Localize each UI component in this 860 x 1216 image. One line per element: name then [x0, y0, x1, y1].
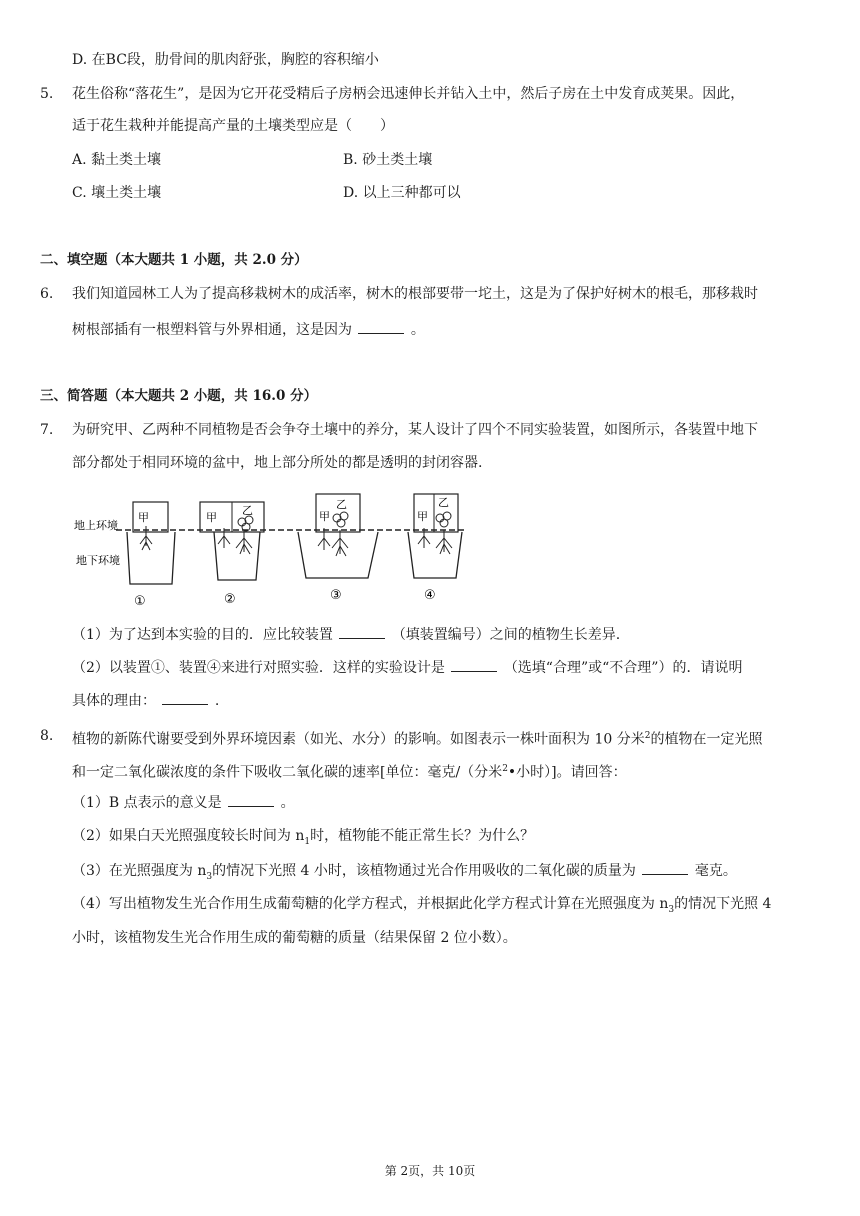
text: （2）如果白天光照强度较长时间为 n: [72, 828, 305, 844]
q8-sub1: [72, 792, 295, 813]
q5-option-b: [343, 150, 432, 170]
answer-blank[interactable]: [228, 792, 274, 807]
q8-line2: [72, 759, 627, 783]
q5-line1: 花生俗称“落花生”，是因为它开花受精后子房柄会迅速伸长并钻入土中，然后子房在土中发育成荚果。因此，: [72, 86, 745, 102]
answer-blank[interactable]: [358, 319, 404, 334]
q5-option-d: [343, 183, 461, 203]
q5-option-a: [72, 150, 161, 170]
q8-number: 8.: [40, 728, 54, 744]
q8-sub2: [72, 826, 534, 852]
q8-sub3: [72, 860, 737, 887]
subscript: 1: [304, 836, 311, 847]
q4-option-d: [72, 50, 379, 70]
text: （4）写出植物发生光合作用生成葡萄糖的化学方程式，并根据此化学方程式计算在光照强度为 n: [72, 896, 669, 912]
option-letter: D.: [343, 185, 359, 201]
q5-number: 5.: [40, 86, 54, 102]
text: 植物的新陈代谢要受到外界环境因素（如光、水分）的影响。如图表示一株叶面积为 10 分米: [72, 731, 645, 748]
text-before-blank: 树根部插有一根塑料管与外界相通，这是因为: [72, 322, 352, 338]
text: （3）在光照强度为 n: [72, 863, 207, 879]
device-number-3: ③: [330, 588, 342, 603]
plant-label-b: 乙: [438, 496, 449, 509]
device-number-4: ④: [424, 588, 436, 603]
device-3: [298, 494, 378, 578]
text-before-blank: （1）B 点表示的意义是: [72, 795, 222, 811]
subscript: 3: [668, 904, 675, 915]
text: 的情况下光照 4: [674, 896, 772, 912]
q8-line1: [72, 726, 762, 750]
plant-label-a: 甲: [319, 510, 330, 523]
text: 的情况下光照 4 小时，该植物通过光合作用吸收的二氧化碳的质量为: [212, 863, 636, 879]
option-letter: A.: [72, 152, 87, 168]
device-1: [127, 502, 175, 584]
section-title-fill-blank: 二、填空题（本大题共 1 小题，共 2.0 分）: [40, 252, 308, 268]
superscript: 2: [644, 731, 651, 741]
q7-sub1: [72, 624, 620, 645]
text-before-blank: 具体的理由：: [72, 693, 156, 709]
device-4: [408, 494, 462, 578]
option-text: 以上三种都可以: [362, 185, 461, 201]
section-title-short-answer: 三、简答题（本大题共 2 小题，共 16.0 分）: [40, 388, 318, 404]
option-letter: C.: [72, 185, 87, 201]
answer-blank[interactable]: [339, 624, 385, 639]
text-after-blank: .: [214, 693, 220, 709]
label-above-ground: 地上环境: [74, 519, 118, 532]
subscript: 3: [206, 871, 213, 882]
q7-sub2: [72, 657, 742, 678]
text-after-blank: （选填“合理”或“不合理”）的．请说明: [503, 660, 743, 676]
q7-sub2-line2: [72, 690, 219, 711]
label-below-ground: 地下环境: [76, 554, 120, 567]
q6-number: 6.: [40, 286, 54, 302]
answer-blank[interactable]: [451, 657, 497, 672]
q6-line2: [72, 319, 425, 340]
text-after-blank: 毫克。: [694, 863, 737, 879]
text-after-blank: 。: [280, 795, 295, 811]
plant-label-a: 甲: [417, 510, 428, 523]
option-text: 黏土类土壤: [91, 152, 162, 168]
option-letter: D.: [72, 52, 88, 68]
answer-blank[interactable]: [162, 690, 208, 705]
answer-blank[interactable]: [642, 860, 688, 875]
superscript: 2: [502, 764, 508, 774]
option-letter: B.: [343, 152, 358, 168]
q7-line1: 为研究甲、乙两种不同植物是否会争夺土壤中的养分，某人设计了四个不同实验装置，如图所示，各装置中地下: [72, 422, 758, 438]
q5-line2: 适于花生栽种并能提高产量的土壤类型应是（ ）: [72, 118, 394, 134]
plant-label-a: 甲: [138, 511, 149, 524]
option-text: 在BC段，肋骨间的肌肉舒张，胸腔的容积缩小: [91, 52, 379, 68]
text-after-blank: （填装置编号）之间的植物生长差异.: [391, 627, 621, 643]
experiment-diagram: [72, 486, 467, 612]
option-text: 壤土类土壤: [91, 185, 162, 201]
plant-label-a: 甲: [206, 511, 217, 524]
q7-number: 7.: [40, 422, 54, 438]
option-text: 砂土类土壤: [362, 152, 433, 168]
text: 的植物在一定光照: [650, 731, 763, 748]
device-2: [200, 502, 264, 580]
plant-label-b: 乙: [336, 498, 347, 511]
text-before-blank: （1）为了达到本实验的目的．应比较装置: [72, 627, 333, 643]
text: 时，植物能不能正常生长？为什么？: [310, 828, 535, 844]
device-number-2: ②: [224, 592, 236, 607]
q8-sub4-line1: [72, 894, 771, 920]
q6-line1: 我们知道园林工人为了提高移栽树木的成活率，树木的根部要带一坨土，这是为了保护好树木的根毛，那移栽时: [72, 286, 758, 302]
text: 和一定二氧化碳浓度的条件下吸收二氧化碳的速率[单位：毫克/（分米: [72, 764, 503, 781]
q5-option-c: [72, 183, 161, 203]
page-footer: 第 2页，共 10页: [384, 1164, 476, 1178]
text: •小时）]。请回答：: [507, 764, 627, 781]
plant-label-b: 乙: [242, 504, 253, 517]
q8-sub4-line2: 小时，该植物发生光合作用生成的葡萄糖的质量（结果保留 2 位小数）。: [72, 930, 517, 946]
text-before-blank: （2）以装置①、装置④来进行对照实验．这样的实验设计是: [72, 660, 445, 676]
text-after-blank: 。: [410, 322, 425, 338]
device-number-1: ①: [134, 594, 146, 609]
q7-line2: 部分都处于相同环境的盆中，地上部分所处的都是透明的封闭容器.: [72, 455, 483, 471]
